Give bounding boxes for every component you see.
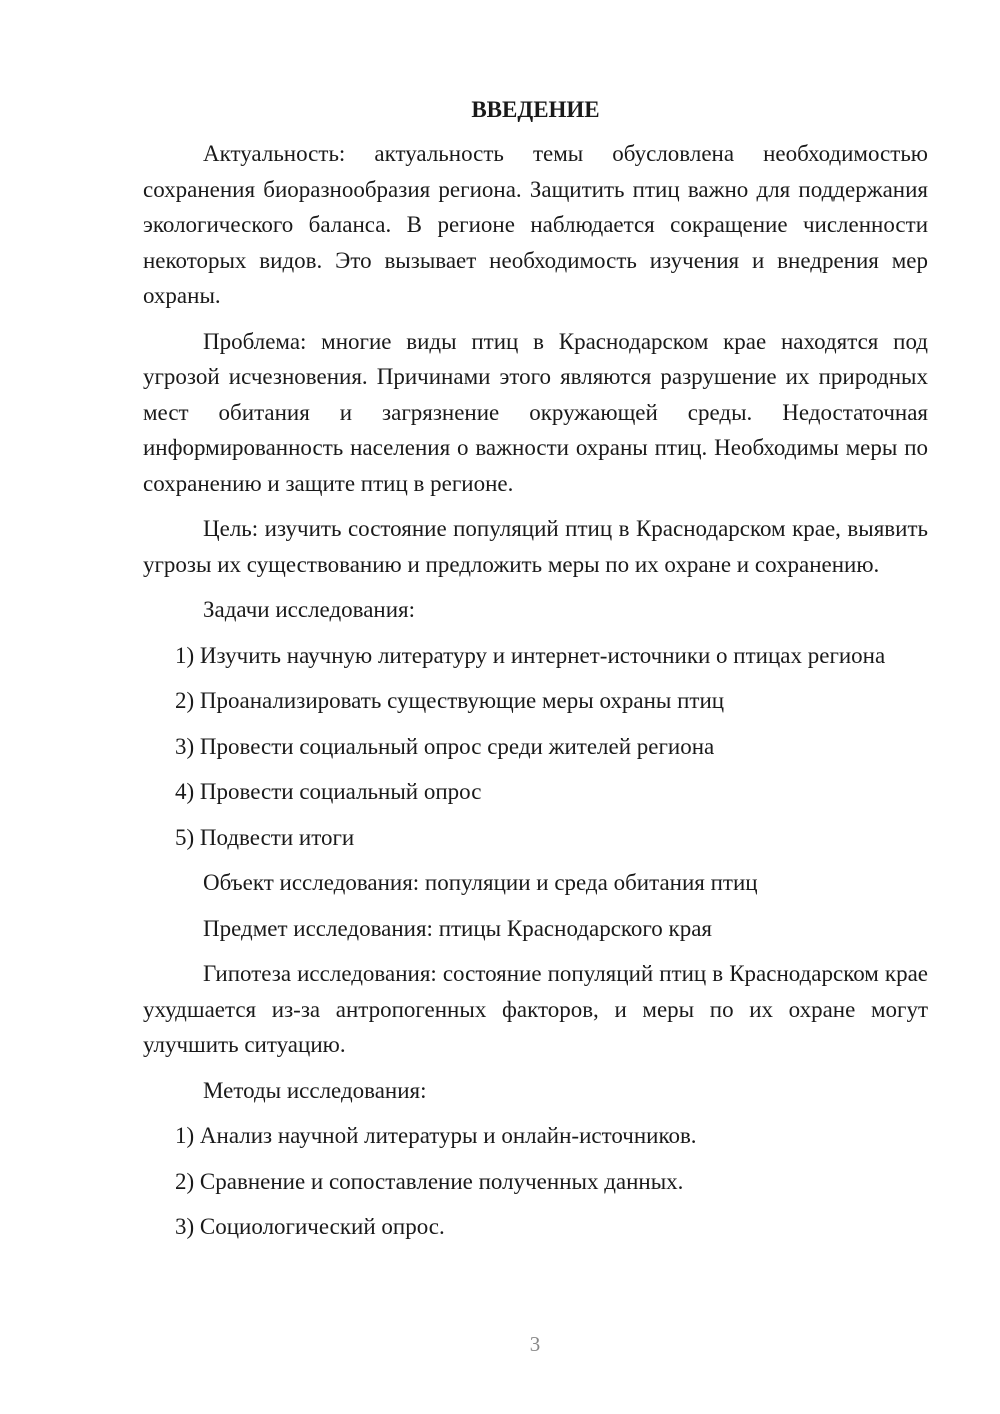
tasks-title: Задачи исследования:	[203, 597, 416, 622]
task-item-2: 2) Проанализировать существующие меры охраны птиц	[175, 688, 725, 713]
task-item-4: 4) Провести социальный опрос	[175, 779, 482, 804]
hypothesis-paragraph: Гипотеза исследования: состояние популяций птиц в Краснодарском крае ухудшается из-за антропогенных факторов, и меры по их охране могут улучшить ситуацию.	[143, 961, 928, 1057]
page-number: 3	[529, 1332, 541, 1356]
task-item-3: 3) Провести социальный опрос среди жителей региона	[175, 733, 715, 759]
problem-paragraph: Проблема: многие виды птиц в Краснодарском крае находятся под угрозой исчезновения. Причинами этого являются разрушение их природных мест обитания и загрязнение окружающей среды. Недостаточная информированность населения о важности охраны птиц. Необходимы меры по сохранению и защите птиц в регионе.	[143, 328, 928, 496]
task-item-5: 5) Подвести итоги	[175, 824, 355, 850]
method-item-2: 2) Сравнение и сопоставление полученных данных.	[175, 1168, 684, 1194]
method-item-3: 3) Социологический опрос.	[175, 1214, 445, 1239]
document-page	[143, 92, 928, 1255]
relevance-paragraph: Актуальность: актуальность темы обусловлена необходимостью сохранения биоразнообразия региона. Защитить птиц важно для поддержания экологического баланса. В регионе наблюдается сокращение численности некоторых видов. Это вызывает необходимость изучения и внедрения мер охраны.	[143, 141, 928, 308]
subject-line: Предмет исследования: птицы Краснодарского края	[203, 915, 712, 941]
goal-paragraph: Цель: изучить состояние популяций птиц в Краснодарском крае, выявить угрозы их существованию и предложить меры по их охране и сохранению.	[143, 516, 928, 577]
task-item-1: 1) Изучить научную литературу и интернет-источники о птицах региона	[175, 642, 886, 668]
page-title: ВВЕДЕНИЕ	[471, 97, 600, 122]
methods-title: Методы исследования:	[203, 1077, 427, 1103]
object-line: Объект исследования: популяции и среда обитания птиц	[203, 870, 758, 895]
method-item-1: 1) Анализ научной литературы и онлайн-источников.	[175, 1123, 697, 1148]
